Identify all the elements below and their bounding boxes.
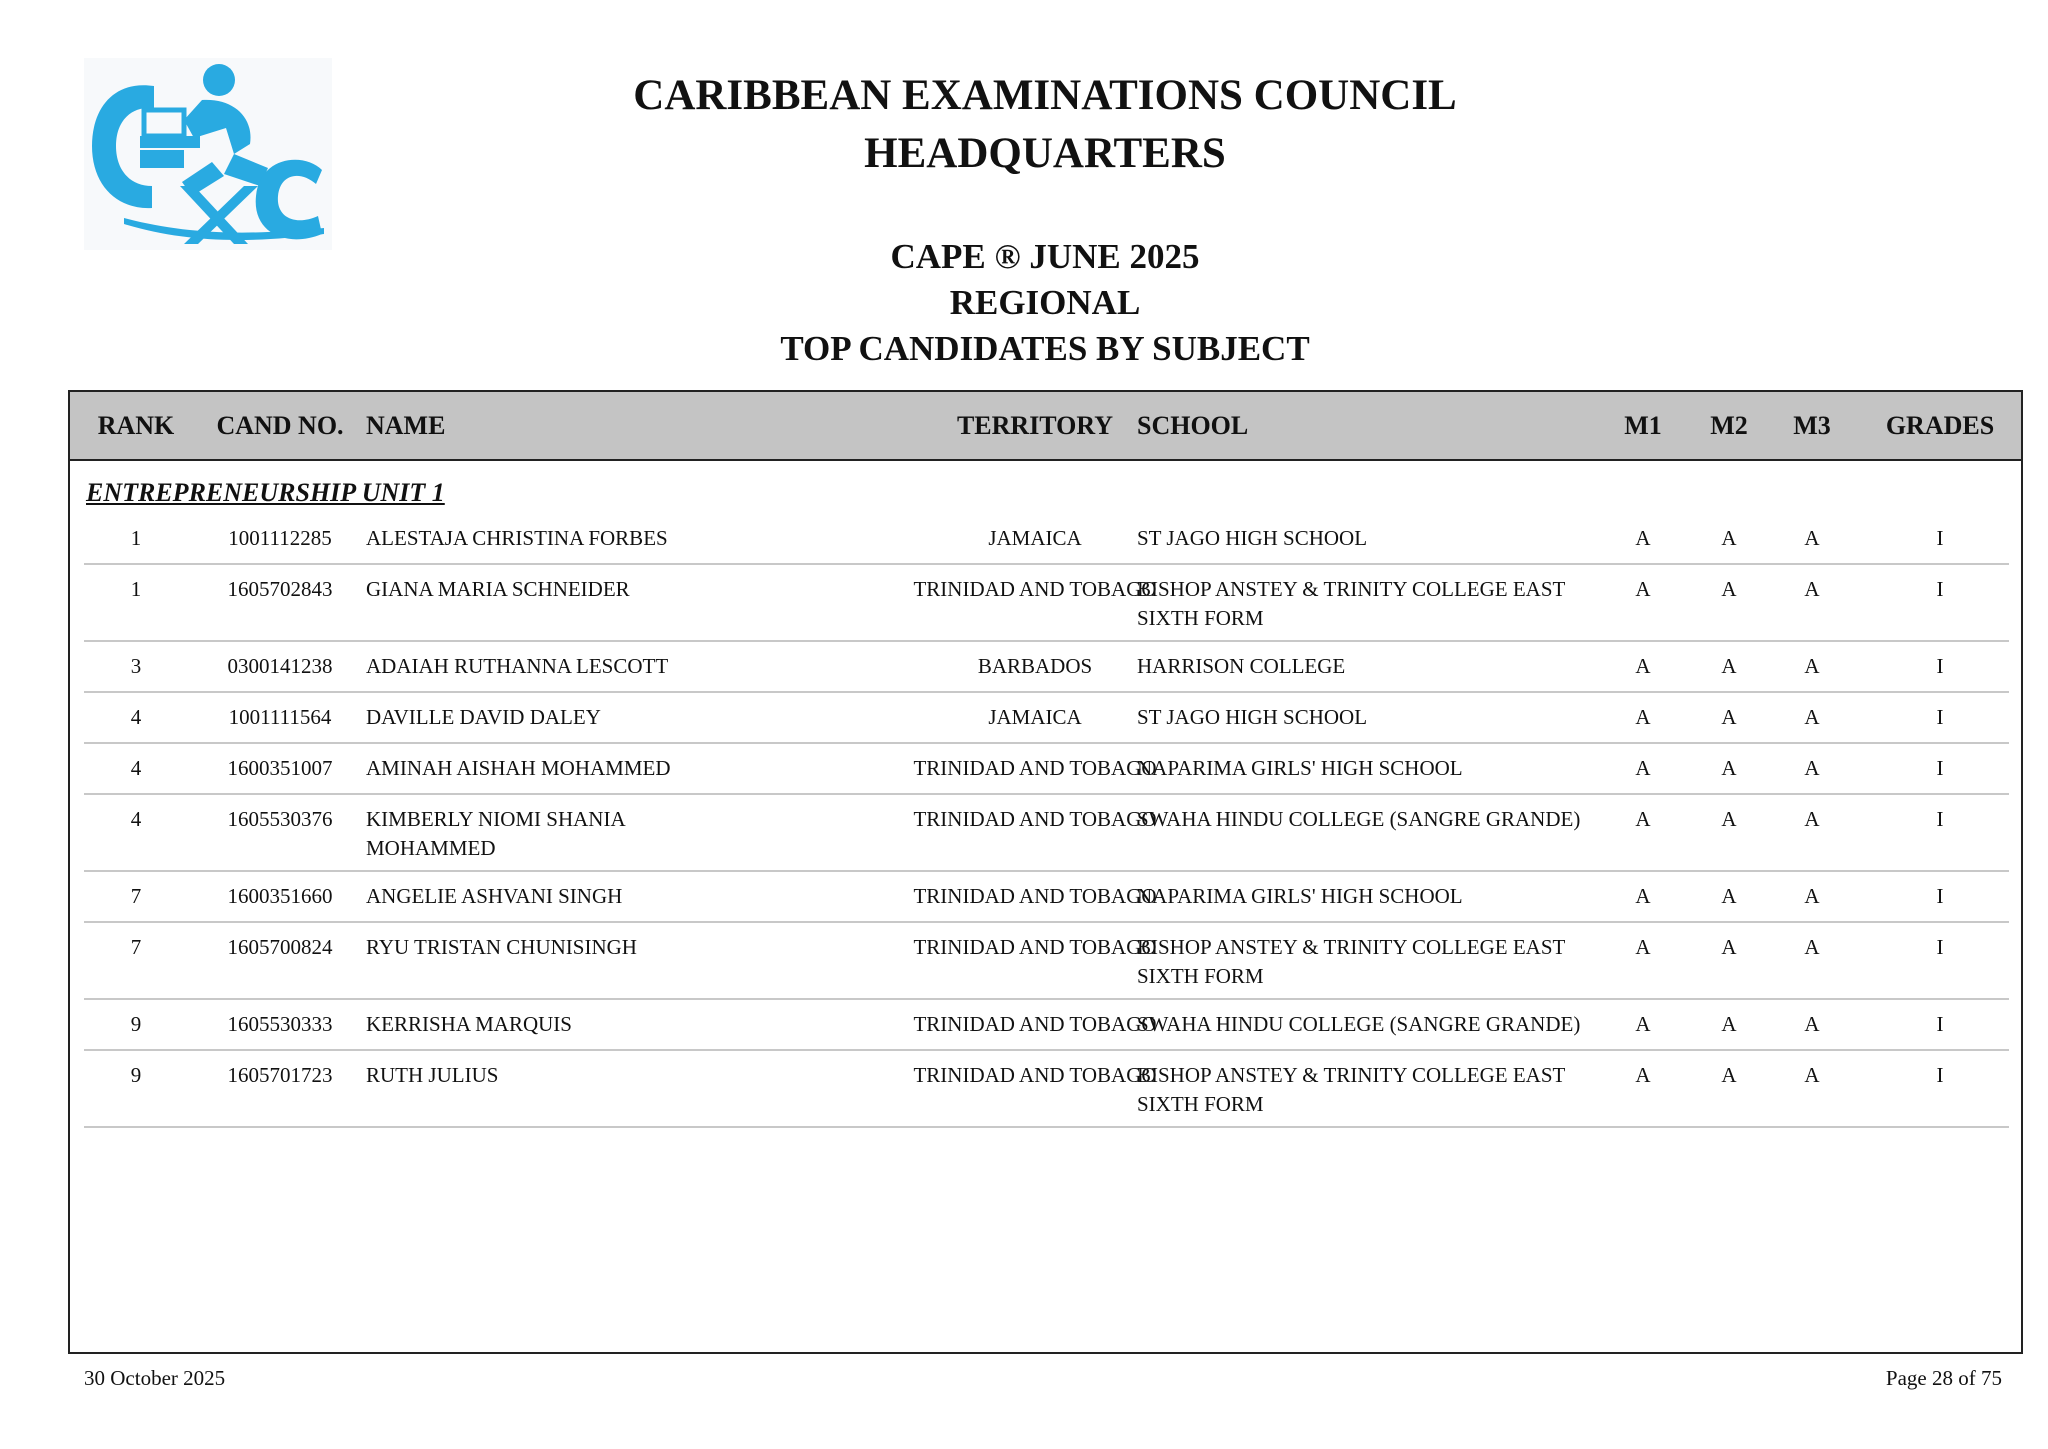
cell-rank: 7 — [130, 935, 142, 959]
cell-m1: A — [1635, 884, 1651, 908]
cell-grade: I — [1936, 526, 1944, 550]
cell-rank: 1 — [130, 526, 142, 550]
subject-heading: ENTREPRENEURSHIP UNIT 1 — [86, 478, 445, 507]
cell-territory: JAMAICA — [988, 705, 1082, 729]
cell-rank: 4 — [130, 807, 142, 831]
cell-m2: A — [1721, 884, 1737, 908]
cell-m2: A — [1721, 756, 1737, 780]
cell-school: SWAHA HINDU COLLEGE (SANGRE GRANDE) — [1137, 807, 1581, 831]
col-m2: M2 — [1710, 411, 1748, 440]
results-table — [68, 390, 2023, 1354]
org-name: CARIBBEAN EXAMINATIONS COUNCIL — [633, 72, 1457, 119]
cell-grade: I — [1936, 935, 1944, 959]
table-body — [84, 514, 2009, 1128]
col-m1: M1 — [1624, 411, 1662, 440]
cell-rank: 4 — [130, 705, 142, 729]
cell-rank: 9 — [130, 1063, 142, 1087]
cell-m2: A — [1721, 1063, 1737, 1087]
cell-name: ALESTAJA CHRISTINA FORBES — [366, 526, 668, 550]
cell-rank: 1 — [130, 577, 142, 601]
cell-grade: I — [1936, 884, 1944, 908]
org-headquarters: HEADQUARTERS — [864, 130, 1226, 177]
exam-title: CAPE ® JUNE 2025 — [890, 237, 1200, 276]
cell-name: RUTH JULIUS — [366, 1063, 499, 1087]
col-cand-no: CAND NO. — [216, 411, 344, 440]
cell-m2: A — [1721, 807, 1737, 831]
table-row — [84, 1000, 2009, 1051]
cell-grade: I — [1936, 1063, 1944, 1087]
cell-m3: A — [1804, 807, 1820, 831]
cell-m3: A — [1804, 884, 1820, 908]
cell-territory: TRINIDAD AND TOBAGO — [913, 577, 1157, 601]
cell-m1: A — [1635, 577, 1651, 601]
report-title: TOP CANDIDATES BY SUBJECT — [780, 329, 1310, 368]
cell-territory: TRINIDAD AND TOBAGO — [913, 1012, 1157, 1036]
cell-territory: TRINIDAD AND TOBAGO — [913, 807, 1157, 831]
table-row — [84, 565, 2009, 642]
cell-territory: TRINIDAD AND TOBAGO — [913, 884, 1157, 908]
col-grades: GRADES — [1885, 411, 1995, 440]
cell-cand-no: 1001112285 — [228, 526, 332, 550]
cell-cand-no: 0300141238 — [227, 654, 333, 678]
cell-school: BISHOP ANSTEY & TRINITY COLLEGE EAST SIXTH FORM — [1137, 1063, 1565, 1116]
cell-grade: I — [1936, 654, 1944, 678]
cell-cand-no: 1600351007 — [227, 756, 333, 780]
cell-m1: A — [1635, 1012, 1651, 1036]
cell-grade: I — [1936, 705, 1944, 729]
cell-cand-no: 1001111564 — [228, 705, 332, 729]
cell-name: KERRISHA MARQUIS — [366, 1012, 572, 1036]
table-row — [84, 744, 2009, 795]
cell-m3: A — [1804, 756, 1820, 780]
col-m3: M3 — [1793, 411, 1831, 440]
cell-m3: A — [1804, 654, 1820, 678]
cell-cand-no: 1605702843 — [227, 577, 333, 601]
cell-grade: I — [1936, 807, 1944, 831]
cell-name: GIANA MARIA SCHNEIDER — [366, 577, 630, 601]
col-territory: TERRITORY — [956, 411, 1114, 440]
table-row — [84, 642, 2009, 693]
cell-m2: A — [1721, 577, 1737, 601]
cell-m1: A — [1635, 756, 1651, 780]
table-row — [84, 872, 2009, 923]
cell-school: NAPARIMA GIRLS' HIGH SCHOOL — [1137, 884, 1463, 908]
cell-m1: A — [1635, 654, 1651, 678]
cell-m1: A — [1635, 807, 1651, 831]
col-rank: RANK — [97, 411, 175, 440]
cell-territory: TRINIDAD AND TOBAGO — [913, 1063, 1157, 1087]
report-scope: REGIONAL — [949, 283, 1141, 322]
cell-rank: 3 — [130, 654, 142, 678]
cell-m2: A — [1721, 1012, 1737, 1036]
cell-name: DAVILLE DAVID DALEY — [366, 705, 601, 729]
cell-cand-no: 1605530333 — [227, 1012, 333, 1036]
cell-school: HARRISON COLLEGE — [1137, 654, 1346, 678]
cell-territory: TRINIDAD AND TOBAGO — [913, 756, 1157, 780]
cell-name: ADAIAH RUTHANNA LESCOTT — [366, 654, 669, 678]
cell-territory: BARBADOS — [977, 654, 1093, 678]
cell-m1: A — [1635, 1063, 1651, 1087]
cell-m1: A — [1635, 526, 1651, 550]
col-name: NAME — [366, 411, 446, 440]
cell-name: RYU TRISTAN CHUNISINGH — [366, 935, 637, 959]
cell-m2: A — [1721, 654, 1737, 678]
cell-m2: A — [1721, 935, 1737, 959]
cell-territory: TRINIDAD AND TOBAGO — [913, 935, 1157, 959]
cell-m3: A — [1804, 577, 1820, 601]
cell-cand-no: 1600351660 — [227, 884, 333, 908]
cell-rank: 9 — [130, 1012, 142, 1036]
cell-name: ANGELIE ASHVANI SINGH — [366, 884, 623, 908]
cell-territory: JAMAICA — [988, 526, 1082, 550]
cell-grade: I — [1936, 1012, 1944, 1036]
cell-grade: I — [1936, 756, 1944, 780]
cell-m1: A — [1635, 935, 1651, 959]
table-row — [84, 693, 2009, 744]
table-header — [70, 392, 2021, 461]
cell-m2: A — [1721, 705, 1737, 729]
cell-school: NAPARIMA GIRLS' HIGH SCHOOL — [1137, 756, 1463, 780]
footer-page-number: Page 28 of 75 — [1885, 1366, 2002, 1390]
cell-m1: A — [1635, 705, 1651, 729]
table-row — [84, 795, 2009, 872]
cell-cand-no: 1605701723 — [227, 1063, 333, 1087]
cell-name: AMINAH AISHAH MOHAMMED — [366, 756, 671, 780]
cell-m2: A — [1721, 526, 1737, 550]
cell-rank: 4 — [130, 756, 142, 780]
cell-school: ST JAGO HIGH SCHOOL — [1137, 705, 1368, 729]
col-school: SCHOOL — [1137, 411, 1249, 440]
cell-school: BISHOP ANSTEY & TRINITY COLLEGE EAST SIXTH FORM — [1137, 577, 1565, 630]
table-row — [84, 923, 2009, 1000]
cell-name: KIMBERLY NIOMI SHANIA MOHAMMED — [366, 807, 625, 860]
cell-m3: A — [1804, 1063, 1820, 1087]
cell-grade: I — [1936, 577, 1944, 601]
cell-school: SWAHA HINDU COLLEGE (SANGRE GRANDE) — [1137, 1012, 1581, 1036]
cell-m3: A — [1804, 1012, 1820, 1036]
cell-m3: A — [1804, 935, 1820, 959]
table-row — [84, 514, 2009, 565]
cell-m3: A — [1804, 705, 1820, 729]
cell-cand-no: 1605530376 — [227, 807, 333, 831]
cell-school: ST JAGO HIGH SCHOOL — [1137, 526, 1368, 550]
table-row — [84, 1051, 2009, 1128]
cell-rank: 7 — [130, 884, 142, 908]
footer-date: 30 October 2025 — [84, 1366, 226, 1390]
cell-m3: A — [1804, 526, 1820, 550]
cell-school: BISHOP ANSTEY & TRINITY COLLEGE EAST SIXTH FORM — [1137, 935, 1565, 988]
cell-cand-no: 1605700824 — [227, 935, 333, 959]
